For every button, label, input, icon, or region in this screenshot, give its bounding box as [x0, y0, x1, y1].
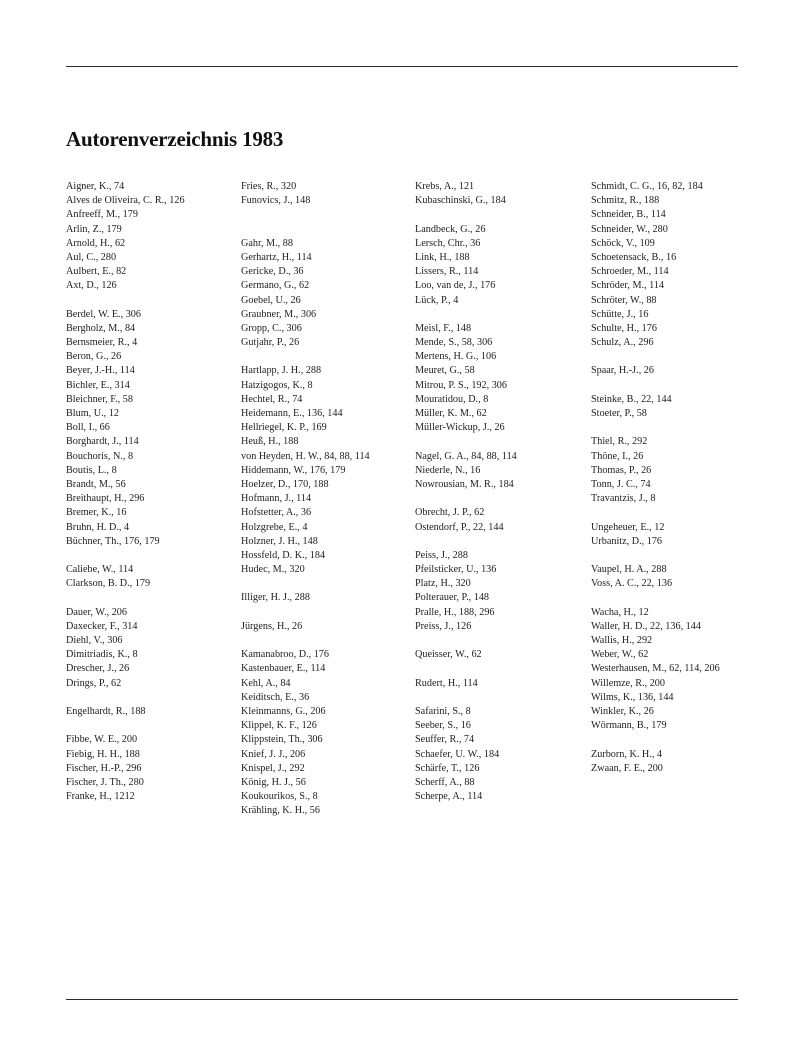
group-spacer [415, 308, 590, 322]
author-entry: Hechtel, R., 74 [241, 393, 303, 405]
author-entry: Beron, G., 26 [66, 351, 122, 363]
author-entry: Schoetensack, B., 16 [591, 251, 677, 263]
author-entry: Goebel, U., 26 [241, 294, 301, 306]
author-entry: König, H. J., 56 [241, 776, 306, 788]
author-entry: Hofmann, J., 114 [241, 493, 312, 505]
author-entry: Willemze, R., 200 [591, 677, 665, 689]
group-spacer [591, 591, 766, 605]
author-entry: Mouratidou, D., 8 [415, 393, 489, 405]
author-entry: Blum, U., 12 [66, 408, 119, 419]
author-entry: Schneider, B., 114 [591, 209, 666, 221]
author-entry: Spaar, H.-J., 26 [591, 365, 654, 377]
author-entry: Hoelzer, D., 170, 188 [241, 478, 329, 490]
author-entry: Breithaupt, H., 296 [66, 493, 145, 505]
group-spacer [66, 719, 241, 733]
author-entry: Thöne, I., 26 [591, 450, 644, 462]
author-entry: Schmidt, C. G., 16, 82, 184 [591, 181, 703, 192]
group-spacer [241, 350, 416, 364]
index-column-1 [66, 180, 241, 804]
author-entry: Kastenbauer, E., 114 [241, 663, 326, 675]
author-entry: Brandt, M., 56 [66, 478, 126, 490]
author-entry: Urbanitz, D., 176 [591, 535, 663, 547]
author-entry: Schmitz, R., 188 [591, 195, 660, 207]
author-entry: Hartlapp, J. H., 288 [241, 365, 322, 377]
author-entry: Berdel, W. E., 306 [66, 308, 141, 320]
author-entry: Fibbe, W. E., 200 [66, 734, 138, 746]
author-entry: Beyer, J.-H., 114 [66, 365, 135, 377]
author-entry: Diehl, V., 306 [66, 635, 123, 646]
author-entry: Knief, J. J., 206 [241, 748, 306, 760]
author-entry: von Heyden, H. W., 84, 88, 114 [241, 450, 370, 462]
page-title: Autorenverzeichnis 1983 [66, 127, 284, 151]
author-entry: Boll, I., 66 [66, 422, 110, 434]
author-entry: Gericke, D., 36 [241, 266, 304, 278]
group-spacer [415, 208, 590, 222]
group-spacer [591, 733, 766, 747]
author-entry: Pfeilsticker, U., 136 [415, 564, 497, 576]
author-entry: Daxecker, F., 314 [66, 620, 138, 632]
author-entry: Safarini, S., 8 [415, 705, 471, 717]
author-entry: Zwaan, F. E., 200 [591, 762, 663, 774]
group-spacer [415, 662, 590, 676]
author-entry: Schulte, H., 176 [591, 322, 657, 334]
author-entry: Niederle, N., 16 [415, 464, 481, 476]
author-entry: Caliebe, W., 114 [66, 564, 134, 576]
author-entry: Krebs, A., 121 [415, 181, 475, 192]
author-entry: Arlin, Z., 179 [66, 223, 122, 235]
author-entry: Kamanabroo, D., 176 [241, 649, 329, 661]
author-entry: Schärfe, T., 126 [415, 762, 480, 774]
author-entry: Krähling, K. H., 56 [241, 805, 320, 817]
author-entry: Bouchoris, N., 8 [66, 450, 134, 462]
group-spacer [591, 421, 766, 435]
author-entry: Franke, H., 1212 [66, 791, 135, 803]
author-entry: Bremer, K., 16 [66, 507, 127, 519]
author-entry: Lück, P., 4 [415, 294, 459, 306]
group-spacer [415, 435, 590, 449]
author-entry: Thomas, P., 26 [591, 464, 652, 476]
author-entry: Hiddemann, W., 176, 179 [241, 464, 346, 476]
group-spacer [241, 223, 416, 237]
author-entry: Thiel, R., 292 [591, 436, 648, 448]
author-entry: Obrecht, J. P., 62 [415, 507, 485, 519]
author-entry: Schroeder, M., 114 [591, 266, 669, 278]
author-entry: Aul, C., 280 [66, 251, 117, 263]
top-rule [66, 66, 738, 67]
author-entry: Schaefer, U. W., 184 [415, 748, 500, 760]
author-entry: Meuret, G., 58 [415, 365, 475, 377]
author-entry: Kubaschinski, G., 184 [415, 195, 506, 207]
index-column-3 [415, 180, 590, 804]
author-entry: Travantzis, J., 8 [591, 493, 656, 505]
author-entry: Arnold, H., 62 [66, 237, 126, 249]
author-entry: Jürgens, H., 26 [241, 620, 303, 632]
author-entry: Mitrou, P. S., 192, 306 [415, 379, 507, 391]
author-entry: Platz, H., 320 [415, 578, 471, 590]
author-entry: Hellriegel, K. P., 169 [241, 422, 327, 434]
author-entry: Pralle, H., 188, 296 [415, 606, 495, 618]
author-entry: Gropp, C., 306 [241, 322, 302, 334]
author-entry: Winkler, K., 26 [591, 705, 654, 717]
group-spacer [591, 506, 766, 520]
author-entry: Schröter, W., 88 [591, 294, 657, 306]
author-entry: Ostendorf, P., 22, 144 [415, 521, 504, 533]
author-entry: Aulbert, E., 82 [66, 266, 127, 278]
author-entry: Wacha, H., 12 [591, 606, 649, 618]
group-spacer [415, 691, 590, 705]
author-entry: Steinke, B., 22, 144 [591, 393, 672, 405]
author-entry: Schulz, A., 296 [591, 337, 654, 349]
author-entry: Bergholz, M., 84 [66, 322, 136, 334]
author-entry: Kleinmanns, G., 206 [241, 705, 326, 717]
author-entry: Hudec, M., 320 [241, 564, 305, 576]
group-spacer [591, 379, 766, 393]
author-entry: Koukourikos, S., 8 [241, 791, 318, 803]
author-entry: Rudert, H., 114 [415, 677, 478, 689]
author-entry: Schöck, V., 109 [591, 237, 655, 249]
author-entry: Axt, D., 126 [66, 280, 117, 292]
author-entry: Nagel, G. A., 84, 88, 114 [415, 450, 517, 462]
author-entry: Schütte, J., 16 [591, 308, 649, 320]
group-spacer [591, 549, 766, 563]
author-entry: Bichler, E., 314 [66, 379, 130, 391]
author-entry: Zurborn, K. H., 4 [591, 748, 663, 760]
author-entry: Wilms, K., 136, 144 [591, 691, 674, 703]
author-entry: Nowrousian, M. R., 184 [415, 478, 514, 490]
author-entry: Müller, K. M., 62 [415, 408, 487, 419]
author-entry: Wörmann, B., 179 [591, 720, 667, 732]
author-entry: Lissers, R., 114 [415, 266, 479, 278]
author-entry: Holzgrebe, E., 4 [241, 521, 308, 533]
author-entry: Weber, W., 62 [591, 649, 649, 661]
author-entry: Link, H., 188 [415, 251, 470, 263]
author-entry: Hossfeld, D. K., 184 [241, 549, 326, 561]
author-entry: Loo, van de, J., 176 [415, 280, 496, 292]
author-entry: Meisl, F., 148 [415, 322, 472, 334]
author-entry: Bleichner, F., 58 [66, 393, 133, 405]
author-entry: Heidemann, E., 136, 144 [241, 408, 343, 419]
author-entry: Stoeter, P., 58 [591, 408, 647, 419]
author-entry: Wallis, H., 292 [591, 635, 653, 646]
author-entry: Vaupel, H. A., 288 [591, 564, 667, 576]
author-entry: Alves de Oliveira, C. R., 126 [66, 195, 185, 207]
author-entry: Voss, A. C., 22, 136 [591, 578, 673, 590]
author-entry: Gerhartz, H., 114 [241, 251, 312, 263]
author-entry: Aigner, K., 74 [66, 181, 125, 192]
author-entry: Engelhardt, R., 188 [66, 705, 146, 717]
author-entry: Peiss, J., 288 [415, 549, 468, 561]
author-entry: Seeber, S., 16 [415, 720, 471, 732]
author-entry: Scherpe, A., 114 [415, 791, 483, 803]
author-entry: Schneider, W., 280 [591, 223, 668, 235]
author-entry: Dauer, W., 206 [66, 606, 127, 618]
author-entry: Boutis, L., 8 [66, 464, 117, 476]
author-entry: Büchner, Th., 176, 179 [66, 535, 160, 547]
author-entry: Heuß, H., 188 [241, 436, 299, 448]
author-entry: Polterauer, P., 148 [415, 592, 490, 604]
author-entry: Waller, H. D., 22, 136, 144 [591, 620, 701, 632]
author-entry: Klippstein, Th., 306 [241, 734, 323, 746]
author-entry: Drescher, J., 26 [66, 663, 130, 675]
author-entry: Illiger, H. J., 288 [241, 592, 310, 604]
author-entry: Seuffer, R., 74 [415, 734, 475, 746]
author-entry: Gutjahr, P., 26 [241, 337, 300, 349]
author-entry: Kehl, A., 84 [241, 677, 291, 689]
author-entry: Bruhn, H. D., 4 [66, 521, 130, 533]
author-entry: Müller-Wickup, J., 26 [415, 422, 505, 434]
group-spacer [591, 350, 766, 364]
group-spacer [415, 492, 590, 506]
author-entry: Fries, R., 320 [241, 181, 297, 192]
author-entry: Mertens, H. G., 106 [415, 351, 497, 363]
author-entry: Borghardt, J., 114 [66, 436, 139, 448]
group-spacer [66, 691, 241, 705]
author-entry: Funovics, J., 148 [241, 195, 311, 207]
author-entry: Lersch, Chr., 36 [415, 237, 481, 249]
index-column-4 [591, 180, 766, 776]
author-entry: Mende, S., 58, 306 [415, 337, 493, 349]
author-entry: Ungeheuer, E., 12 [591, 521, 665, 533]
author-entry: Fischer, J. Th., 280 [66, 776, 144, 788]
author-entry: Fiebig, H. H., 188 [66, 748, 140, 760]
author-entry: Dimitriadis, K., 8 [66, 649, 138, 661]
group-spacer [66, 591, 241, 605]
author-entry: Westerhausen, M., 62, 114, 206 [591, 663, 720, 675]
group-spacer [66, 549, 241, 563]
author-entry: Schröder, M., 114 [591, 280, 665, 292]
author-entry: Tonn, J. C., 74 [591, 478, 651, 490]
index-column-2 [241, 180, 416, 818]
bottom-rule [66, 999, 738, 1000]
group-spacer [415, 634, 590, 648]
author-entry: Knispel, J., 292 [241, 762, 305, 774]
group-spacer [241, 634, 416, 648]
author-entry: Gahr, M., 88 [241, 237, 293, 249]
group-spacer [66, 294, 241, 308]
author-entry: Drings, P., 62 [66, 677, 122, 689]
author-entry: Keiditsch, E., 36 [241, 691, 310, 703]
author-entry: Bernsmeier, R., 4 [66, 337, 138, 349]
group-spacer [241, 606, 416, 620]
author-entry: Scherff, A., 88 [415, 776, 475, 788]
author-entry: Anfreeff, M., 179 [66, 209, 138, 221]
group-spacer [241, 577, 416, 591]
group-spacer [241, 208, 416, 222]
author-entry: Graubner, M., 306 [241, 308, 317, 320]
author-entry: Clarkson, B. D., 179 [66, 578, 151, 590]
author-entry: Fischer, H.-P., 296 [66, 762, 142, 774]
author-entry: Queisser, W., 62 [415, 649, 482, 661]
author-entry: Preiss, J., 126 [415, 620, 472, 632]
author-entry: Klippel, K. F., 126 [241, 720, 317, 732]
author-entry: Hatzigogos, K., 8 [241, 379, 313, 391]
author-entry: Holzner, J. H., 148 [241, 535, 318, 547]
author-entry: Landbeck, G., 26 [415, 223, 486, 235]
author-entry: Germano, G., 62 [241, 280, 310, 292]
group-spacer [415, 535, 590, 549]
author-entry: Hofstetter, A., 36 [241, 507, 312, 519]
